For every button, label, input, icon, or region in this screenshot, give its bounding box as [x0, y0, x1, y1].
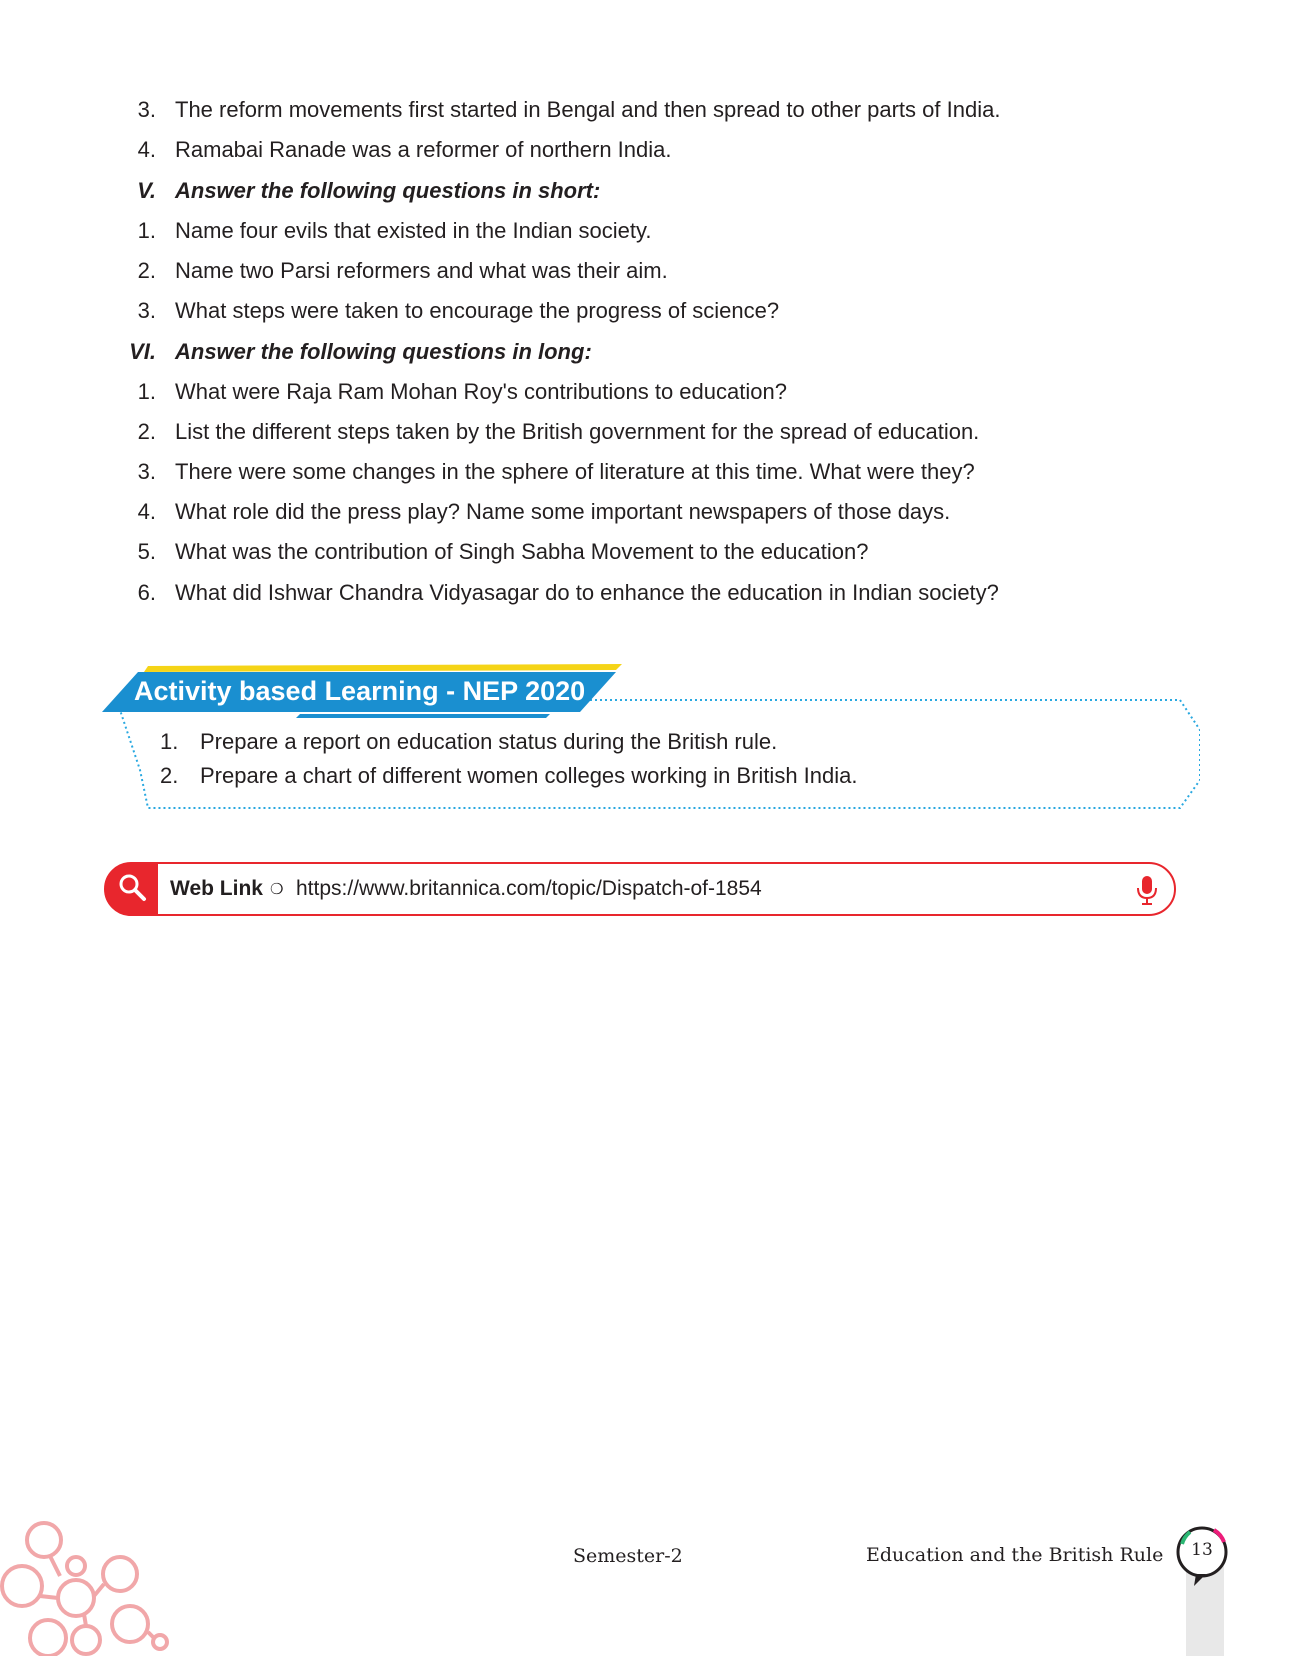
item-text: What was the contribution of Singh Sabha Movement to the education?	[175, 539, 869, 564]
footer-chapter-title: Education and the British Rule	[866, 1544, 1164, 1566]
item-number: 4.	[137, 137, 156, 162]
item-number: 1.	[137, 379, 156, 404]
activity-box	[100, 660, 1200, 820]
item-number: 3.	[137, 459, 156, 484]
item-text: What role did the press play? Name some important newspapers of those days.	[175, 499, 951, 524]
banner-accent	[296, 714, 550, 718]
web-link-bar[interactable]	[104, 862, 1176, 916]
item-number: 1.	[160, 729, 179, 754]
page-number: 13	[1191, 1540, 1213, 1560]
section-roman: V.	[137, 178, 156, 203]
page-number-badge	[1170, 1516, 1250, 1656]
web-link-cap	[105, 863, 158, 915]
bullet-icon: ❍	[270, 880, 284, 898]
activity-item	[160, 762, 858, 790]
yellow-stripe	[144, 664, 622, 672]
item-text: Name four evils that existed in the Indian society.	[175, 218, 652, 243]
section-roman: VI.	[129, 339, 156, 364]
item-text: What were Raja Ram Mohan Roy's contributions to education?	[175, 379, 787, 404]
item-text: What did Ishwar Chandra Vidyasagar do to enhance the education in Indian society?	[175, 580, 999, 605]
molecule-decoration	[0, 1516, 180, 1656]
item-text: There were some changes in the sphere of literature at this time. What were they?	[175, 459, 975, 484]
item-number: 2.	[160, 763, 179, 788]
item-number: 6.	[137, 580, 156, 605]
item-text: Prepare a report on education status during the British rule.	[200, 729, 778, 754]
item-text: Name two Parsi reformers and what was their aim.	[175, 258, 668, 283]
item-text: The reform movements first started in Bengal and then spread to other parts of India.	[175, 97, 1001, 122]
footer-semester: Semester-2	[573, 1545, 683, 1567]
web-link-label: Web Link	[170, 877, 263, 900]
item-number: 4.	[137, 499, 156, 524]
item-number: 2.	[137, 419, 156, 444]
item-text: What steps were taken to encourage the progress of science?	[175, 298, 780, 323]
section-heading-text: Answer the following questions in short:	[175, 178, 601, 203]
item-number: 3.	[137, 97, 156, 122]
item-number: 5.	[137, 539, 156, 564]
item-text: Prepare a chart of different women colleges working in British India.	[200, 763, 858, 788]
web-link-url[interactable]: https://www.britannica.com/topic/Dispatch-of-1854	[296, 877, 762, 900]
page-tab	[1186, 1566, 1224, 1656]
section-heading-text: Answer the following questions in long:	[175, 339, 592, 364]
item-number: 1.	[137, 218, 156, 243]
item-number: 2.	[137, 258, 156, 283]
item-text: Ramabai Ranade was a reformer of northern India.	[175, 137, 672, 162]
activity-title: Activity based Learning - NEP 2020	[134, 676, 586, 706]
activity-item	[160, 728, 778, 756]
item-text: List the different steps taken by the British government for the spread of education.	[175, 419, 980, 444]
item-number: 3.	[137, 298, 156, 323]
